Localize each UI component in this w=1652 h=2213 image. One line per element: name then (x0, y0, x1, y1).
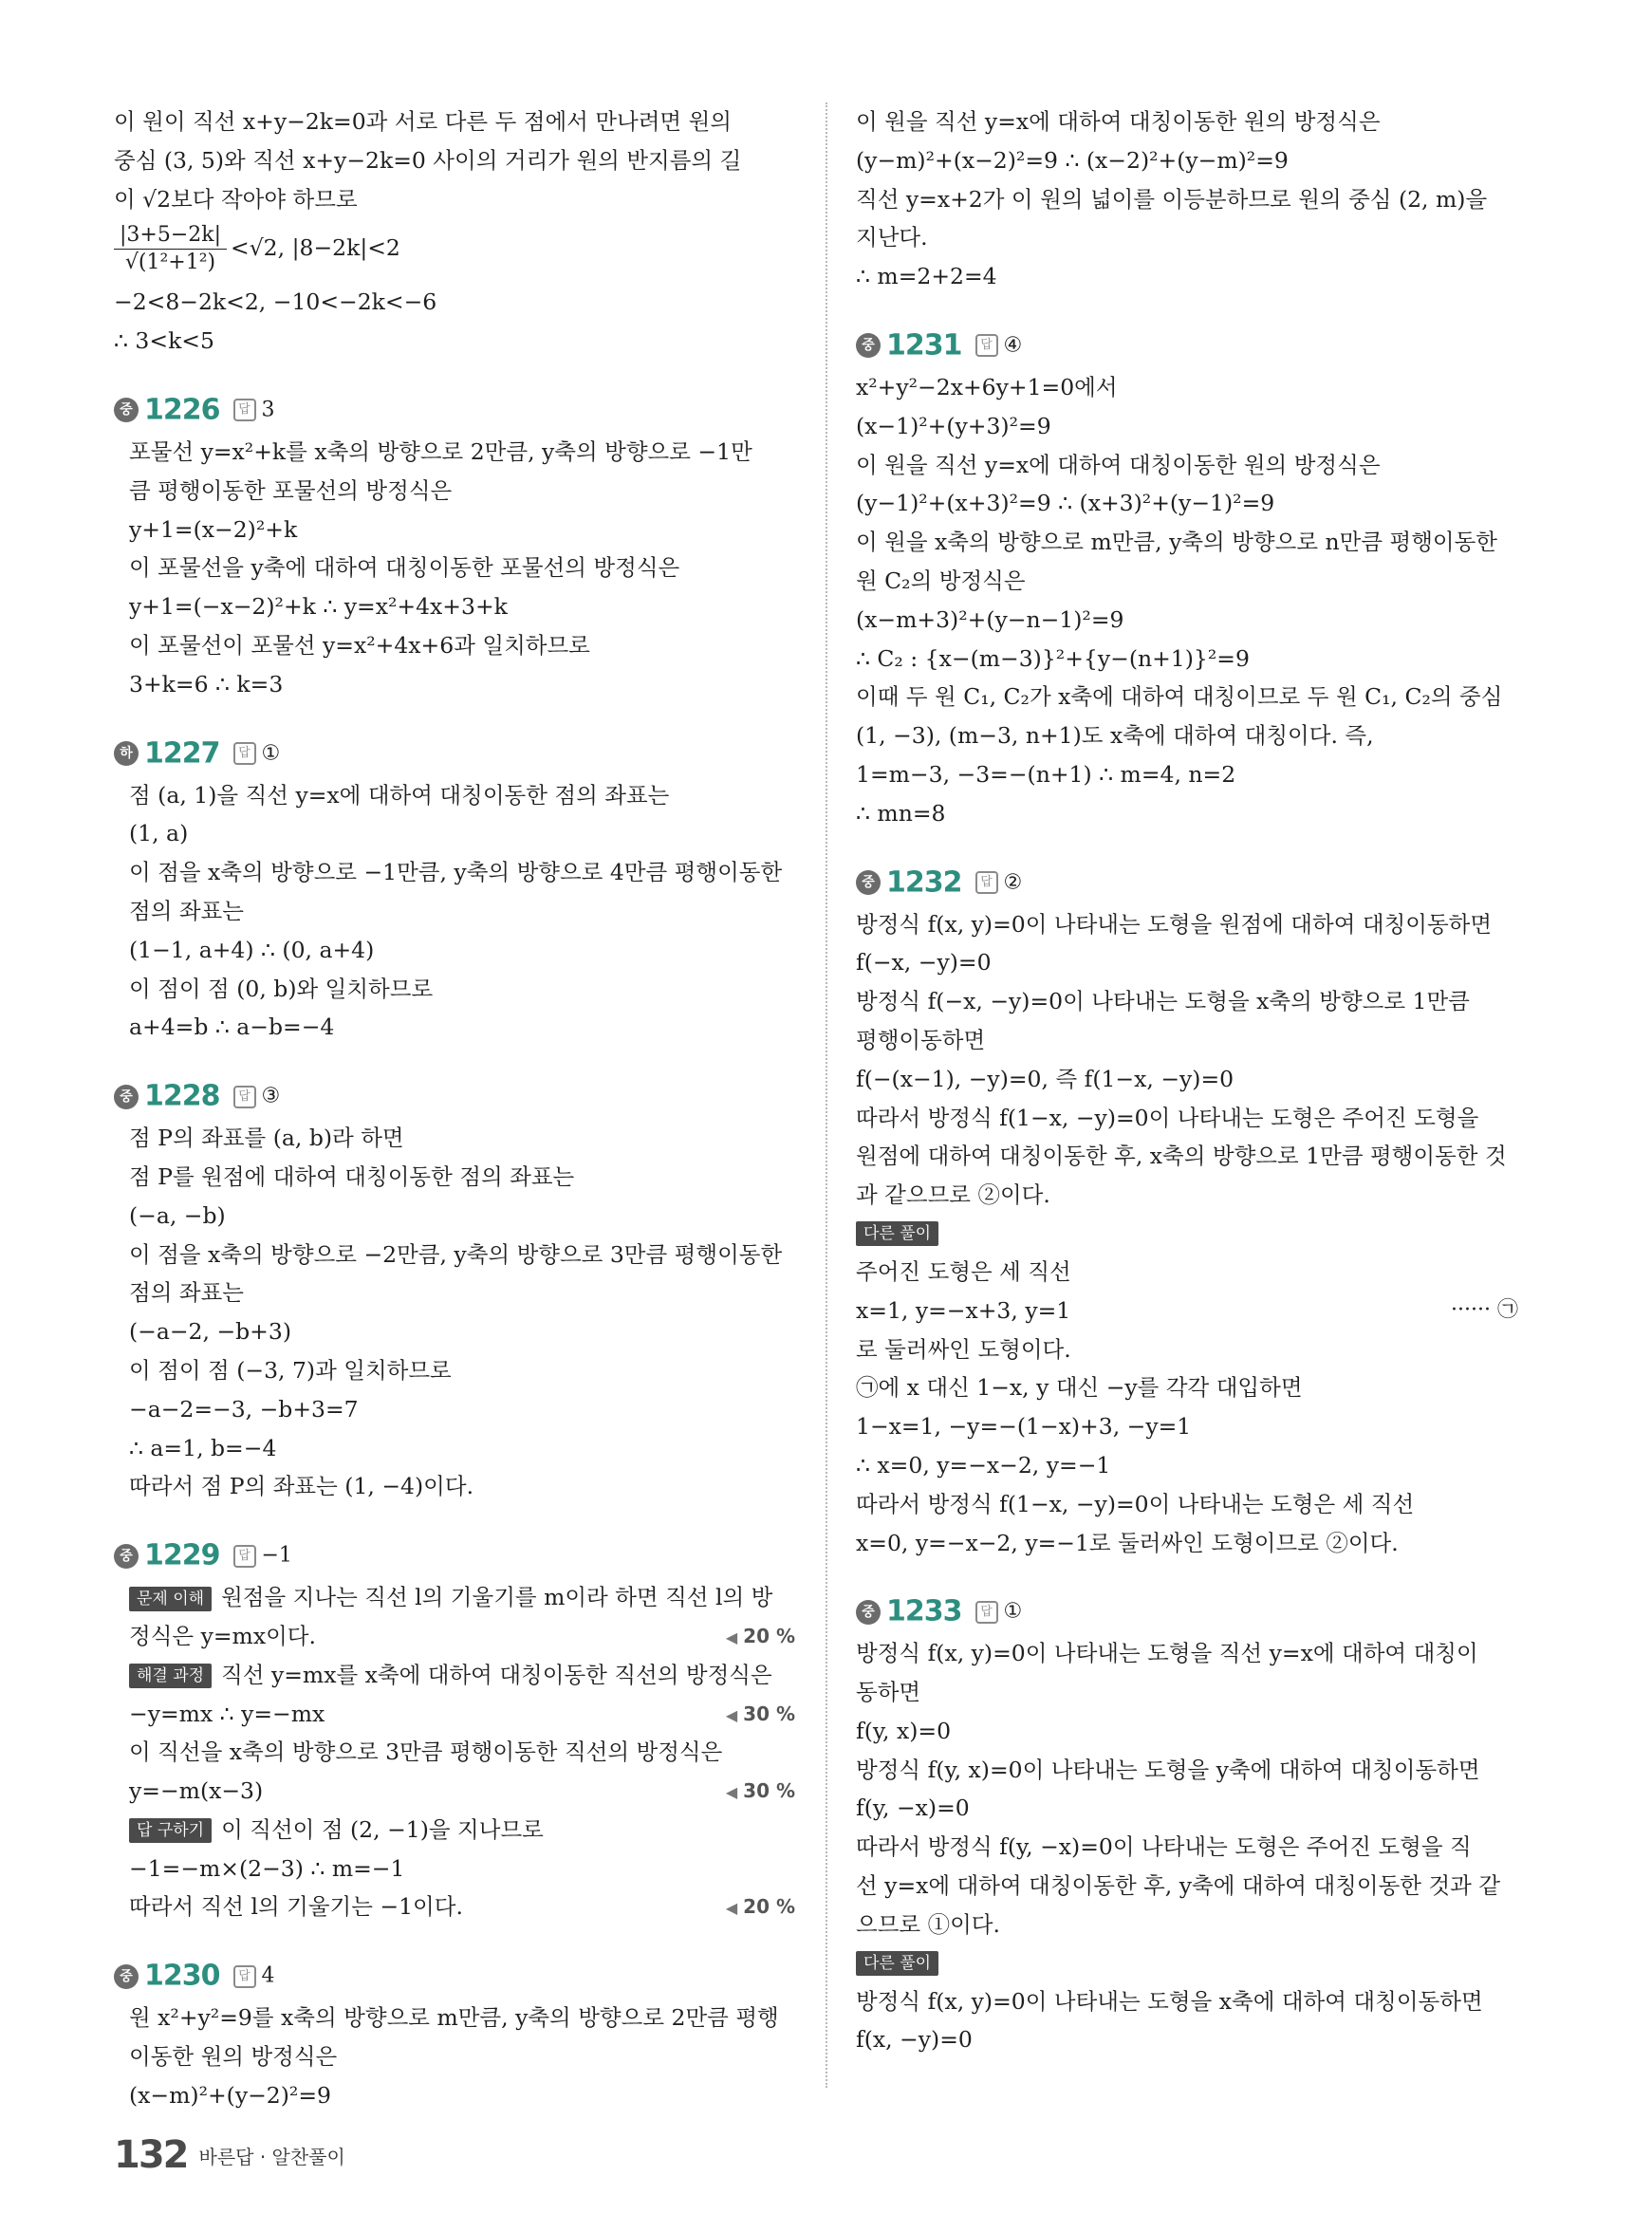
triangle-left-icon: ◀ (725, 1705, 738, 1724)
fraction-numerator: |3+5−2k| (114, 222, 227, 250)
text-line: 원점에 대하여 대칭이동한 후, x축의 방향으로 1만큼 평행이동한 것 (856, 1143, 1507, 1170)
text-line: ∴ m=2+2=4 (856, 263, 997, 290)
step-line (114, 1695, 795, 1734)
text-line: 3+k=6 ∴ k=3 (129, 670, 284, 697)
problem-header-1233 (856, 1589, 1518, 1634)
fraction-rest: <√2, |8−2k|<2 (231, 234, 400, 262)
alt-solution-header (856, 1215, 1518, 1253)
text-line: 동하면 (856, 1679, 921, 1706)
text-line: f(y, −x)=0 (856, 1795, 970, 1822)
footer-label: 바른답 · 알찬풀이 (198, 2145, 345, 2168)
step-text: −1=−m×(2−3) ∴ m=−1 (129, 1854, 405, 1882)
answer-icon: 답 (233, 742, 256, 765)
step-tag-answer: 답 구하기 (129, 1818, 212, 1843)
text-line: (1−1, a+4) ∴ (0, a+4) (129, 936, 375, 963)
text-line: 점 (a, 1)을 직선 y=x에 대하여 대칭이동한 점의 좌표는 (129, 781, 670, 809)
problem-number: 1232 (886, 865, 962, 900)
problem-header-1228 (114, 1073, 795, 1119)
answer-value: −1 (261, 1543, 292, 1568)
answer-value: ③ (261, 1084, 281, 1108)
text-line: (1, −3), (m−3, n+1)도 x축에 대하여 대칭이다. 즉, (856, 722, 1374, 750)
text-line: 으므로 ①이다. (856, 1910, 1000, 1938)
score-percent: ◀ 30 % (725, 1779, 795, 1803)
problem-number: 1231 (886, 328, 962, 363)
text-line: 방정식 f(y, x)=0이 나타내는 도형을 y축에 대하여 대칭이동하면 (856, 1756, 1480, 1783)
text-line: 선 y=x에 대하여 대칭이동한 후, y축에 대하여 대칭이동한 것과 같 (856, 1872, 1501, 1900)
difficulty-badge: 하 (114, 741, 139, 766)
difficulty-badge: 중 (856, 870, 881, 895)
text-line: x²+y²−2x+6y+1=0에서 (856, 373, 1118, 400)
difficulty-badge: 중 (114, 1544, 139, 1569)
text-line: ∴ mn=8 (856, 799, 946, 827)
step-text: 이 직선을 x축의 방향으로 3만큼 평행이동한 직선의 방정식은 (129, 1739, 723, 1766)
step-line (114, 1888, 795, 1926)
text-line: −2<8−2k<2, −10<−2k<−6 (114, 288, 437, 316)
step-text: 이 직선이 점 (2, −1)을 지나므로 (221, 1815, 544, 1843)
problem-number: 1226 (144, 393, 220, 427)
score-percent: ◀ 20 % (725, 1624, 795, 1647)
left-column (114, 102, 795, 2115)
triangle-left-icon: ◀ (725, 1899, 738, 1918)
text-line: 점 P의 좌표를 (a, b)라 하면 (129, 1125, 404, 1152)
alt-solution-tag: 다른 풀이 (856, 1221, 938, 1246)
step-text: y=−m(x−3) (129, 1777, 264, 1805)
step-line (114, 1811, 795, 1850)
step-text: 따라서 직선 l의 기울기는 −1이다. (129, 1893, 463, 1921)
answer-icon: 답 (233, 399, 256, 421)
text-line: 점의 좌표는 (129, 897, 244, 924)
answer-icon: 답 (975, 871, 998, 894)
difficulty-badge: 중 (856, 1600, 881, 1625)
text-line: 이 원이 직선 x+y−2k=0과 서로 다른 두 점에서 만나려면 원의 (114, 108, 732, 135)
page-number: 132 (114, 2133, 188, 2177)
text-line: 방정식 f(−x, −y)=0이 나타내는 도형을 x축의 방향으로 1만큼 (856, 988, 1470, 1015)
text-line: f(y, x)=0 (856, 1717, 952, 1744)
text-line: ∴ 3<k<5 (114, 327, 214, 355)
problem-header-1232 (856, 860, 1518, 905)
score-percent: ◀ 20 % (725, 1895, 795, 1919)
text-line: 지난다. (856, 224, 928, 251)
difficulty-badge: 중 (114, 1964, 139, 1989)
problem-header-1229 (114, 1533, 795, 1578)
text-line: 이 원을 x축의 방향으로 m만큼, y축의 방향으로 n만큼 평행이동한 (856, 529, 1498, 556)
text-line: (y−m)²+(x−2)²=9 ∴ (x−2)²+(y−m)²=9 (856, 146, 1289, 174)
answer-value: ② (1003, 870, 1023, 895)
text-line: x=1, y=−x+3, y=1 ······ ㉠ (856, 1292, 1518, 1330)
step-line (114, 1617, 795, 1656)
answer-icon: 답 (975, 334, 998, 357)
text-line: ㉠에 x 대신 1−x, y 대신 −y를 각각 대입하면 (856, 1374, 1303, 1402)
problem-header-1227 (114, 731, 795, 776)
text-line: f(−x, −y)=0 (856, 949, 992, 976)
problem-header-1230 (114, 1953, 795, 1999)
text-line: 따라서 방정식 f(y, −x)=0이 나타내는 도형은 주어진 도형을 직 (856, 1833, 1472, 1861)
step-line (114, 1772, 795, 1811)
fraction-denominator: √(1²+1²) (124, 251, 216, 275)
text-line: 평행이동하면 (856, 1026, 986, 1053)
text-line: 이 점이 점 (0, b)와 일치하므로 (129, 975, 434, 1002)
fraction (114, 222, 227, 276)
text-line: 이 포물선을 y축에 대하여 대칭이동한 포물선의 방정식은 (129, 554, 680, 582)
text-line: ∴ C₂ : {x−(m−3)}²+{y−(n+1)}²=9 (856, 644, 1250, 672)
text-line: (y−1)²+(x+3)²=9 ∴ (x+3)²+(y−1)²=9 (856, 490, 1275, 517)
score-percent: ◀ 30 % (725, 1702, 795, 1725)
right-column (856, 102, 1518, 2059)
text-line: 방정식 f(x, y)=0이 나타내는 도형을 원점에 대하여 대칭이동하면 (856, 910, 1493, 938)
answer-value: ① (261, 741, 281, 766)
text-line: ∴ x=0, y=−x−2, y=−1 (856, 1451, 1111, 1478)
step-text: 직선 y=mx를 x축에 대하여 대칭이동한 직선의 방정식은 (221, 1661, 772, 1688)
text-line: 과 같으므로 ②이다. (856, 1181, 1050, 1209)
text-line: 원 x²+y²=9를 x축의 방향으로 m만큼, y축의 방향으로 2만큼 평행 (129, 2004, 779, 2032)
problem-header-1226 (114, 387, 795, 433)
column-divider (826, 102, 827, 2088)
answer-value: 3 (261, 398, 275, 422)
triangle-left-icon: ◀ (725, 1783, 738, 1802)
text-line: 점 P를 원점에 대하여 대칭이동한 점의 좌표는 (129, 1162, 575, 1190)
text-line: 1=m−3, −3=−(n+1) ∴ m=4, n=2 (856, 760, 1236, 788)
text-line: (−a, −b) (129, 1201, 226, 1229)
text-line: 방정식 f(x, y)=0이 나타내는 도형을 직선 y=x에 대하여 대칭이 (856, 1640, 1478, 1667)
text-line: 이때 두 원 C₁, C₂가 x축에 대하여 대칭이므로 두 원 C₁, C₂의 중심 (856, 683, 1503, 711)
text-line: (x−1)²+(y+3)²=9 (856, 412, 1051, 439)
answer-icon: 답 (975, 1601, 998, 1624)
text-line: 1−x=1, −y=−(1−x)+3, −y=1 (856, 1413, 1192, 1441)
triangle-left-icon: ◀ (725, 1627, 738, 1646)
answer-icon: 답 (233, 1545, 256, 1568)
text-line: 큼 평행이동한 포물선의 방정식은 (129, 476, 453, 504)
text-line: 이 점이 점 (−3, 7)과 일치하므로 (129, 1356, 452, 1384)
problem-number: 1230 (144, 1959, 220, 1993)
text-line: 이동한 원의 방정식은 (129, 2043, 338, 2071)
text-line: 로 둘러싸인 도형이다. (856, 1335, 1071, 1363)
problem-number: 1228 (144, 1079, 220, 1113)
text-line: (−a−2, −b+3) (129, 1318, 291, 1346)
text-line: 따라서 방정식 f(1−x, −y)=0이 나타내는 도형은 주어진 도형을 (856, 1104, 1479, 1131)
text-line: f(−(x−1), −y)=0, 즉 f(1−x, −y)=0 (856, 1065, 1234, 1092)
text-line: 원 C₂의 방정식은 (856, 567, 1026, 594)
text-line: (1, a) (129, 820, 189, 847)
text-line: 이 원을 직선 y=x에 대하여 대칭이동한 원의 방정식은 (856, 108, 1381, 135)
text-line: (x−m+3)²+(y−n−1)²=9 (856, 605, 1124, 633)
step-line (114, 1578, 795, 1617)
text-line: 직선 y=x+2가 이 원의 넓이를 이등분하므로 원의 중심 (2, m)을 (856, 185, 1488, 213)
text-line: x=0, y=−x−2, y=−1로 둘러싸인 도형이므로 ②이다. (856, 1529, 1399, 1556)
text-line: 중심 (3, 5)와 직선 x+y−2k=0 사이의 거리가 원의 반지름의 길 (114, 146, 742, 174)
text-line: 이 포물선이 포물선 y=x²+4x+6과 일치하므로 (129, 631, 590, 659)
difficulty-badge: 중 (856, 333, 881, 358)
text-line: a+4=b ∴ a−b=−4 (129, 1014, 335, 1041)
text-line: 이 점을 x축의 방향으로 −2만큼, y축의 방향으로 3만큼 평행이동한 (129, 1240, 783, 1268)
step-text: 정식은 y=mx이다. (129, 1622, 316, 1649)
text-line: 주어진 도형은 세 직선 (856, 1257, 1071, 1285)
text-line: (x−m)²+(y−2)²=9 (129, 2081, 331, 2109)
text-line: 포물선 y=x²+k를 x축의 방향으로 2만큼, y축의 방향으로 −1만 (129, 437, 752, 465)
step-line (114, 1850, 795, 1888)
step-text: −y=mx ∴ y=−mx (129, 1700, 325, 1727)
text-line: 이 원을 직선 y=x에 대하여 대칭이동한 원의 방정식은 (856, 451, 1381, 478)
answer-icon: 답 (233, 1965, 256, 1988)
difficulty-badge: 중 (114, 398, 139, 422)
difficulty-badge: 중 (114, 1085, 139, 1109)
step-tag-process: 해결 과정 (129, 1664, 212, 1688)
step-tag-understand: 문제 이해 (129, 1587, 212, 1611)
text-line: 점의 좌표는 (129, 1279, 244, 1307)
problem-number: 1227 (144, 736, 220, 771)
alt-solution-header (856, 1944, 1518, 1982)
step-line (114, 1733, 795, 1772)
alt-solution-tag: 다른 풀이 (856, 1951, 938, 1976)
problem-number: 1233 (886, 1594, 962, 1628)
answer-value: ④ (1003, 333, 1023, 358)
text-line: y+1=(−x−2)²+k ∴ y=x²+4x+3+k (129, 593, 508, 621)
answer-value: ① (1003, 1599, 1023, 1624)
equation-marker: ······ ㉠ (1451, 1297, 1518, 1322)
text-line: 따라서 점 P의 좌표는 (1, −4)이다. (129, 1473, 474, 1500)
text-line: 따라서 방정식 f(1−x, −y)=0이 나타내는 도형은 세 직선 (856, 1490, 1415, 1517)
problem-number: 1229 (144, 1538, 220, 1572)
text-line: 이 √2보다 작아야 하므로 (114, 185, 358, 213)
step-text: 원점을 지나는 직선 l의 기울기를 m이라 하면 직선 l의 방 (221, 1584, 773, 1611)
text-line: 방정식 f(x, y)=0이 나타내는 도형을 x축에 대하여 대칭이동하면 (856, 1987, 1483, 2015)
text-line: f(x, −y)=0 (856, 2026, 973, 2054)
fraction-inequality (114, 218, 795, 283)
page-footer (114, 2133, 345, 2181)
answer-icon: 답 (233, 1086, 256, 1108)
step-line (114, 1656, 795, 1695)
problem-header-1231 (856, 323, 1518, 368)
text-line: 이 점을 x축의 방향으로 −1만큼, y축의 방향으로 4만큼 평행이동한 (129, 859, 783, 886)
text-line: ∴ a=1, b=−4 (129, 1434, 277, 1461)
answer-value: 4 (261, 1963, 275, 1988)
text-line: y+1=(x−2)²+k (129, 515, 298, 543)
text-line: −a−2=−3, −b+3=7 (129, 1395, 359, 1423)
